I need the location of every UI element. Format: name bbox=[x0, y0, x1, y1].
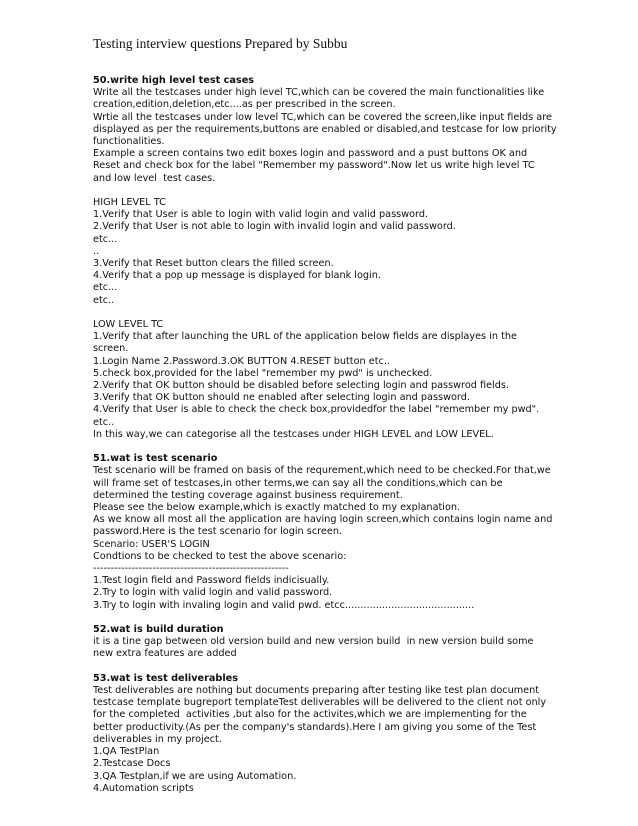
text-line: 1.QA TestPlan bbox=[93, 746, 160, 758]
blank-line bbox=[93, 307, 553, 319]
text-line: etc... bbox=[93, 282, 118, 294]
question-section bbox=[93, 453, 553, 612]
text-line: .. bbox=[93, 245, 100, 257]
text-line: screen. bbox=[93, 343, 129, 355]
text-line: determined the testing coverage against business requirement. bbox=[93, 489, 403, 501]
text-line: 1.Login Name 2.Password.3.OK BUTTON 4.RESET button etc.. bbox=[93, 355, 390, 367]
text-line: etc... bbox=[93, 233, 118, 245]
question-title: 52.wat is build duration bbox=[93, 624, 224, 636]
text-line: will frame set of testcases,in other terms,we can say all the conditions,which can be bbox=[93, 477, 503, 489]
section-gap bbox=[93, 441, 553, 453]
text-line: 3.Verify that Reset button clears the filled screen. bbox=[93, 258, 334, 270]
page-header: Testing interview questions Prepared by Subbu bbox=[93, 36, 348, 51]
text-line: 2.Verify that OK button should be disabled before selecting login and passwrod fields. bbox=[93, 380, 510, 392]
text-line: better productivity.(As per the company's standards).Here I am giving you some of the Test bbox=[93, 721, 537, 733]
text-line: functionalities. bbox=[93, 136, 165, 148]
text-line: 2.Try to login with valid login and valid password. bbox=[93, 587, 333, 599]
question-title: 50.write high level test cases bbox=[93, 75, 255, 86]
text-line: etc.. bbox=[93, 294, 115, 306]
text-line: 4.Automation scripts bbox=[93, 782, 194, 794]
text-line: creation,edition,deletion,etc....as per prescribed in the screen. bbox=[93, 99, 396, 111]
text-line: 1.Verify that after launching the URL of the application below fields are displayes in the bbox=[93, 331, 517, 343]
text-line: 5.check box,provided for the label "remember my pwd" is unchecked. bbox=[93, 367, 433, 379]
text-line: 2.Verify that User is not able to login with invalid login and valid password. bbox=[93, 221, 456, 233]
text-line: 3.Try to login with invaling login and valid pwd. etcc.......................................... bbox=[93, 599, 475, 611]
section-gap bbox=[93, 612, 553, 624]
text-line: new extra features are added bbox=[93, 648, 237, 660]
text-line: Example a screen contains two edit boxes login and password and a pust buttons OK and bbox=[93, 148, 528, 160]
question-title: 53.wat is test deliverables bbox=[93, 672, 239, 684]
text-line: Reset and check box for the label "Remember my password".Now let us write high level TC bbox=[93, 160, 535, 172]
text-line: 4.Verify that User is able to check the check box,providedfor the label "remember my pwd". bbox=[93, 404, 540, 416]
text-line: In this way,we can categorise all the testcases under HIGH LEVEL and LOW LEVEL. bbox=[93, 428, 494, 440]
text-line: Wrtie all the testcases under low level TC,which can be covered the screen,like input fields are bbox=[93, 111, 552, 123]
text-line: Test scenario will be framed on basis of the requrement,which need to be checked.For that,we bbox=[93, 465, 551, 477]
question-title: 51.wat is test scenario bbox=[93, 453, 218, 465]
text-line: As we know all most all the application are having login screen,which contains login name and bbox=[93, 514, 553, 526]
text-line: deliverables in my project. bbox=[93, 733, 222, 745]
text-line: 1.Verify that User is able to login with valid login and valid password. bbox=[93, 209, 429, 221]
text-line: HIGH LEVEL TC bbox=[93, 197, 166, 209]
text-line: -------------------------------------------------------- bbox=[93, 563, 289, 575]
text-line: Test deliverables are nothing but documents preparing after testing like test plan document bbox=[93, 685, 540, 697]
text-line: etc.. bbox=[93, 416, 115, 428]
text-line: for the completed activities ,but also for the activites,which we are implementing for the bbox=[93, 709, 527, 721]
text-line: 1.Test login field and Password fields indicisually. bbox=[93, 575, 330, 587]
question-section bbox=[93, 624, 553, 661]
text-line: password.Here is the test scenario for login screen. bbox=[93, 526, 343, 538]
text-line: 3.QA Testplan,if we are using Automation. bbox=[93, 770, 297, 782]
text-line: 2.Testcase Docs bbox=[93, 758, 171, 770]
text-line: LOW LEVEL TC bbox=[93, 319, 164, 331]
text-line: Scenario: USER'S LOGIN bbox=[93, 538, 210, 550]
document-body bbox=[93, 75, 557, 795]
text-line: testcase template bugreport templateTest deliverables will be delivered to the client not only bbox=[93, 697, 547, 709]
text-line: Write all the testcases under high level TC,which can be covered the main functionalities like bbox=[93, 87, 545, 99]
text-line: Please see the below example,which is exactly matched to my explanation. bbox=[93, 502, 461, 514]
text-line: and low level test cases. bbox=[93, 172, 216, 184]
text-line: Condtions to be checked to test the above scenario: bbox=[93, 550, 347, 562]
blank-line bbox=[93, 185, 553, 197]
section-gap bbox=[93, 661, 553, 673]
question-section bbox=[93, 673, 553, 795]
text-line: it is a tine gap between old version build and new version build in new version build some bbox=[93, 636, 534, 648]
text-line: displayed as per the requirements,buttons are enabled or disabled,and testcase for low priority bbox=[93, 123, 557, 135]
question-section bbox=[93, 75, 557, 441]
text-line: 3.Verify that OK button should ne enabled after selecting login and password. bbox=[93, 392, 470, 404]
text-line: 4.Verify that a pop up message is displayed for blank login. bbox=[93, 270, 381, 282]
